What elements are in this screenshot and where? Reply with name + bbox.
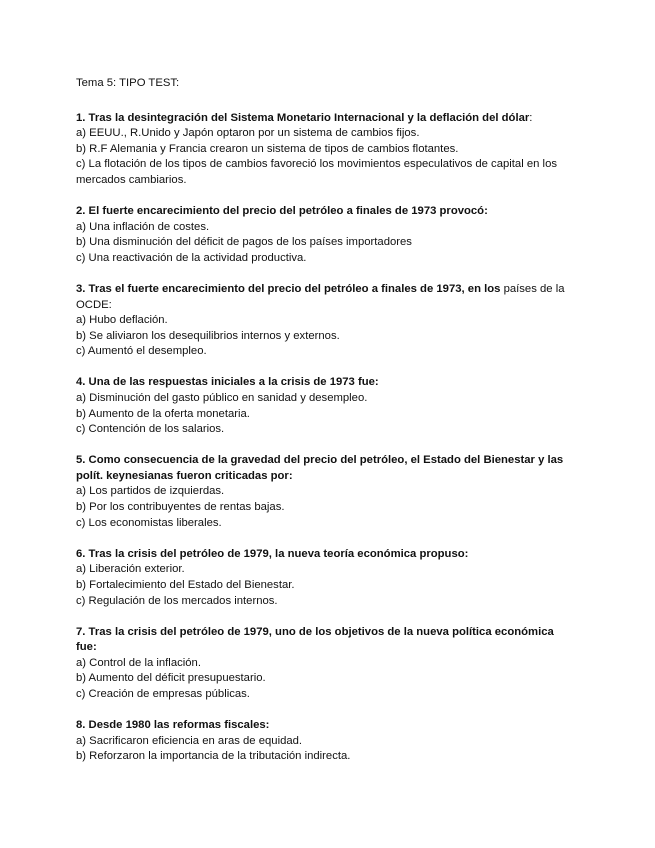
answer-options [76,391,576,438]
question-stem: 2. El fuerte encarecimiento del precio del petróleo a finales de 1973 provocó: [76,205,488,218]
question-text [76,282,576,313]
question-stem: 5. Como consecuencia de la gravedad del precio del petróleo, el Estado del Bienestar y las polít. keynesianas fueron criticadas por: [76,454,564,482]
question-5 [76,453,576,531]
question-text [76,718,576,734]
question-list [76,111,576,765]
answer-option: b) Se aliviaron los desequilibrios internos y externos. [76,329,340,342]
question-text [76,204,576,220]
document-page [76,76,576,780]
question-text [76,625,576,656]
question-stem-tail: : [529,111,533,124]
answer-option: b) R.F Alemania y Francia crearon un sistema de tipos de cambios flotantes. [76,142,459,155]
question-1 [76,111,576,189]
question-text [76,453,576,484]
answer-options [76,734,576,765]
answer-option: a) Control de la inflación. [76,656,201,669]
document-title: Tema 5: TIPO TEST: [76,77,180,89]
answer-option: b) Reforzaron la importancia de la tributación indirecta. [76,750,351,763]
answer-option: a) Una inflación de costes. [76,220,210,233]
question-stem: 3. Tras el fuerte encarecimiento del precio del petróleo a finales de 1973, en los [76,282,501,295]
question-stem: 6. Tras la crisis del petróleo de 1979, la nueva teoría económica propuso: [76,547,469,560]
answer-option: b) Aumento de la oferta monetaria. [76,407,250,420]
answer-option: b) Por los contribuyentes de rentas bajas. [76,501,285,514]
question-7 [76,625,576,703]
answer-option: c) Regulación de los mercados internos. [76,594,278,607]
question-stem: 7. Tras la crisis del petróleo de 1979, uno de los objetivos de la nueva política económica fue: [76,625,554,654]
answer-option: a) Los partidos de izquierdas. [76,485,225,498]
question-stem: 8. Desde 1980 las reformas fiscales: [76,719,270,732]
question-3 [76,282,576,360]
question-6 [76,547,576,609]
question-text [76,111,576,127]
question-4 [76,375,576,437]
answer-option: c) Contención de los salarios. [76,423,225,436]
answer-option: b) Aumento del déficit presupuestario. [76,672,266,685]
answer-option: a) Hubo deflación. [76,314,168,327]
question-text [76,547,576,563]
answer-options [76,313,576,360]
answer-option: a) EEUU., R.Unido y Japón optaron por un sistema de cambios fijos. [76,127,420,140]
answer-options [76,484,576,531]
question-8 [76,718,576,765]
answer-options [76,220,576,267]
question-2 [76,204,576,266]
answer-options [76,562,576,609]
question-stem-tail: países de la OCDE: [76,282,565,311]
answer-option: c) Los economistas liberales. [76,516,222,529]
answer-options [76,656,576,703]
question-text [76,375,576,391]
answer-options [76,126,576,188]
answer-option: b) Fortalecimiento del Estado del Bienestar. [76,578,295,591]
answer-option: b) Una disminución del déficit de pagos de los países importadores [76,236,412,249]
answer-option: c) La flotación de los tipos de cambios favoreció los movimientos especulativos de capital en los mercados cambiarios. [76,158,557,186]
answer-option: c) Aumentó el desempleo. [76,345,207,358]
answer-option: a) Sacrificaron eficiencia en aras de equidad. [76,734,303,747]
answer-option: a) Liberación exterior. [76,563,185,576]
answer-option: a) Disminución del gasto público en sanidad y desempleo. [76,392,368,404]
answer-option: c) Creación de empresas públicas. [76,688,250,700]
question-stem: 4. Una de las respuestas iniciales a la crisis de 1973 fue: [76,376,379,389]
answer-option: c) Una reactivación de la actividad productiva. [76,251,307,264]
question-stem: 1. Tras la desintegración del Sistema Monetario Internacional y la deflación del dólar [76,111,530,124]
